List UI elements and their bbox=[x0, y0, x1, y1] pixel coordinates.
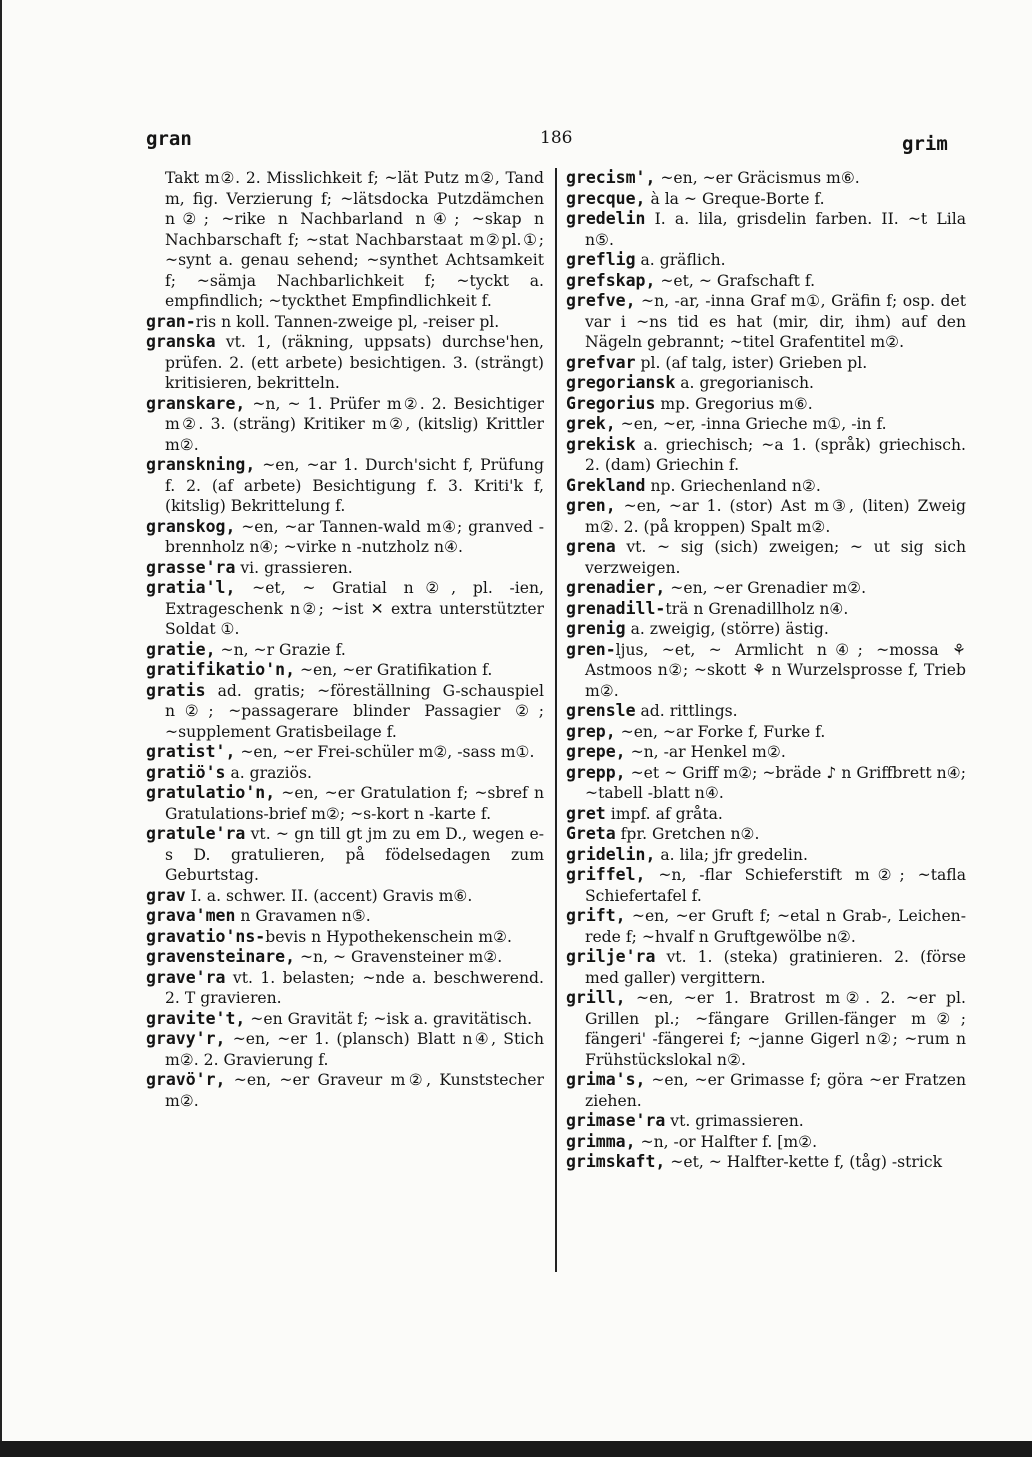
dictionary-entry bbox=[146, 332, 544, 394]
dictionary-entry bbox=[566, 414, 966, 435]
dictionary-entry bbox=[146, 906, 544, 927]
headword: grimase'ra bbox=[566, 1111, 666, 1130]
headword: gravatio'ns- bbox=[146, 926, 266, 946]
headword: grimma, bbox=[566, 1131, 636, 1151]
headword: gratule'ra bbox=[146, 824, 246, 843]
entry-text: ~en, ~er Graveur m②, Kunststecher m②. bbox=[165, 1071, 544, 1110]
entry-text: ~n, ~ 1. Prüfer m②. 2. Besichtiger m②. 3. (sträng) Kritiker m②, (kitslig) Krittler m②. bbox=[165, 394, 544, 454]
dictionary-entry bbox=[146, 394, 544, 456]
entry-text: ~et ~ Griff m②; ~bräde ♪ n Griffbrett n④; ~tabell -blatt n④. bbox=[585, 763, 966, 802]
entry-text: ~n, -or Halfter f. [m②. bbox=[635, 1132, 818, 1151]
right-column bbox=[566, 168, 966, 1173]
entry-text: ris n koll. Tannen-zweige pl, -reiser pl. bbox=[195, 312, 500, 331]
headword: grima's, bbox=[566, 1070, 646, 1089]
dictionary-entry bbox=[146, 681, 544, 743]
page-number: 186 bbox=[540, 128, 573, 148]
entry-text: ~en, ~er Grenadier m②. bbox=[665, 579, 867, 597]
headword: grilje'ra bbox=[566, 947, 656, 966]
dictionary-entry bbox=[146, 947, 544, 968]
guide-word-right: grim bbox=[902, 133, 948, 155]
dictionary-entry bbox=[566, 742, 966, 763]
entry-text: ~en, ~er 1. Bratrost m②. 2. ~er pl. Grillen pl.; ~fängare Grillen-fänger m②; fängeri' -fängerei f; ~janne Gigerl n②; ~rum n Frühstückslokal n②. bbox=[585, 989, 966, 1069]
dictionary-entry bbox=[566, 476, 966, 497]
entry-text: a. zweigig, (större) ästig. bbox=[625, 620, 829, 638]
entry-text: a. griechisch; ~a 1. (språk) griechisch. 2. (dam) Griechin f. bbox=[585, 435, 966, 474]
dictionary-entry bbox=[566, 168, 966, 189]
entry-text: vt. 1, (räkning, uppsats) durchse'hen, prüfen. 2. (ett arbete) besichtigen. 3. (strängt) kritisieren, bekritteln. bbox=[165, 333, 544, 392]
headword: grenadill- bbox=[566, 598, 666, 618]
entry-text: ad. rittlings. bbox=[635, 702, 738, 720]
dictionary-entry bbox=[566, 1132, 966, 1153]
dictionary-entry bbox=[146, 783, 544, 824]
dictionary-entry bbox=[566, 537, 966, 578]
entry-text: ~et, ~ Grafschaft f. bbox=[655, 271, 816, 290]
entry-text: ~en, ~ar Forke f, Furke f. bbox=[615, 722, 826, 741]
headword: greflig bbox=[566, 250, 636, 269]
dictionary-entry bbox=[566, 496, 966, 537]
dictionary-entry bbox=[566, 763, 966, 804]
entry-text: ~en, ~er Grimasse f; göra ~er Fratzen ziehen. bbox=[585, 1071, 966, 1110]
headword: gregoriansk bbox=[566, 373, 676, 392]
headword: granska bbox=[146, 332, 216, 351]
headword: Grekland bbox=[566, 475, 646, 495]
headword: gret bbox=[566, 803, 606, 823]
entry-text: ~en, ~er 1. (plansch) Blatt n④, Stich m②. 2. Gravierung f. bbox=[165, 1030, 544, 1069]
entry-text: n Gravamen n⑤. bbox=[235, 907, 371, 925]
dictionary-entry bbox=[566, 845, 966, 866]
headword: gravö'r, bbox=[146, 1070, 226, 1089]
headword: grefskap, bbox=[566, 270, 656, 290]
headword: grena bbox=[566, 537, 616, 556]
headword: gravite't, bbox=[146, 1008, 246, 1028]
entry-text: ~en, ~er Gratulation f; ~sbref n Gratulations-brief m②; ~s-kort n -karte f. bbox=[165, 784, 544, 823]
dictionary-entry bbox=[146, 1029, 544, 1070]
entry-text: I. a. schwer. II. (accent) Gravis m⑥. bbox=[185, 886, 473, 905]
entry-text: mp. Gregorius m⑥. bbox=[655, 394, 813, 413]
headword: gren, bbox=[566, 496, 616, 515]
headword: gratulatio'n, bbox=[146, 783, 276, 802]
entry-text: I. a. lila, grisdelin farben. II. ~t Lila n⑤. bbox=[585, 210, 966, 249]
dictionary-entry bbox=[146, 742, 544, 763]
headword: grave'ra bbox=[146, 967, 226, 987]
dictionary-entry bbox=[146, 1070, 544, 1111]
dictionary-entry bbox=[566, 353, 966, 374]
headword: grecque, bbox=[566, 188, 646, 208]
dictionary-entry bbox=[146, 312, 544, 333]
entry-text: à la ~ Greque-Borte f. bbox=[645, 189, 825, 208]
dictionary-entry bbox=[566, 988, 966, 1070]
headword: grill, bbox=[566, 988, 626, 1007]
headword: granskning, bbox=[146, 455, 256, 474]
guide-word-left: gran bbox=[146, 128, 192, 150]
entry-text: a. gräflich. bbox=[635, 251, 726, 269]
dictionary-entry bbox=[146, 517, 544, 558]
entry-text: ~en, ~ar 1. (stor) Ast m③, (liten) Zweig m②. 2. (på kroppen) Spalt m②. bbox=[585, 497, 966, 536]
entry-text: ~en, ~er Frei-schüler m②, -sass m①. bbox=[235, 743, 535, 761]
dictionary-entry bbox=[566, 189, 966, 210]
headword: grekisk bbox=[566, 434, 636, 454]
entry-text: ~en Gravität f; ~isk a. gravitätisch. bbox=[245, 1009, 533, 1028]
entry-text: ~en, ~er, -inna Grieche m①, -in f. bbox=[615, 415, 887, 433]
dictionary-entry bbox=[146, 168, 544, 312]
entry-text: a. gregorianisch. bbox=[675, 374, 814, 392]
scan-left-edge bbox=[0, 0, 2, 1457]
entry-text: vt. ~ gn till gt jm zu em D., wegen e-s D. gratulieren, på födelsedagen zum Geburtstag. bbox=[165, 825, 544, 884]
headword: gravy'r, bbox=[146, 1029, 226, 1048]
dictionary-entry bbox=[566, 394, 966, 415]
headword: grecism', bbox=[566, 168, 656, 187]
entry-text: ~en, ~ar Tannen-wald m④; granved -brennholz n④; ~virke n -nutzholz n④. bbox=[165, 517, 544, 556]
entry-text: pl. (af talg, ister) Grieben pl. bbox=[635, 353, 868, 372]
entry-text: vt. ~ sig (sich) zweigen; ~ ut sig sich verzweigen. bbox=[585, 538, 966, 577]
dictionary-entry bbox=[566, 824, 966, 845]
entry-text: ~n, -ar, -inna Graf m①, Gräfin f; osp. det var i ~ns tid es hat (mir, dir, ihm) auf den Nägeln gebrannt; ~titel Grafentitel m②. bbox=[585, 292, 966, 351]
entry-text: ~n, -flar Schieferstift m②; ~tafla Schiefertafel f. bbox=[585, 866, 966, 905]
headword: gratiö's bbox=[146, 762, 226, 782]
dictionary-entry bbox=[146, 1009, 544, 1030]
entry-text: ljus, ~et, ~ Armlicht n④; ~mossa ⚘ Astmoos n②; ~skott ⚘ n Wurzelsprosse f, Trieb m②. bbox=[585, 640, 966, 700]
dictionary-entry bbox=[566, 722, 966, 743]
headword: grimskaft, bbox=[566, 1152, 666, 1171]
entry-text: ~et, ~ Halfter-kette f, (tåg) -strick bbox=[665, 1153, 943, 1171]
entry-text: a. lila; jfr gredelin. bbox=[655, 845, 808, 864]
dictionary-entry bbox=[566, 701, 966, 722]
headword: grek, bbox=[566, 414, 616, 433]
dictionary-entry bbox=[146, 455, 544, 517]
headword: Greta bbox=[566, 824, 616, 843]
headword: griffel, bbox=[566, 865, 646, 884]
headword: gratist', bbox=[146, 742, 236, 761]
headword: grepp, bbox=[566, 762, 626, 782]
scan-bottom-edge bbox=[0, 1441, 1032, 1457]
headword: grasse'ra bbox=[146, 557, 236, 577]
dictionary-entry bbox=[566, 291, 966, 353]
headword: gratifikatio'n, bbox=[146, 660, 296, 679]
dictionary-entry bbox=[566, 640, 966, 702]
entry-text: vt. 1. belasten; ~nde a. beschwerend. 2. T gravieren. bbox=[165, 968, 544, 1007]
headword: gridelin, bbox=[566, 844, 656, 864]
dictionary-entry bbox=[146, 558, 544, 579]
entry-text: ~en, ~er Gruft f; ~etal n Grab-, Leichen-rede f; ~hvalf n Gruftgewölbe n②. bbox=[585, 907, 966, 946]
headword: grav bbox=[146, 885, 186, 905]
dictionary-entry bbox=[566, 435, 966, 476]
dictionary-entry bbox=[146, 763, 544, 784]
dictionary-entry bbox=[566, 1111, 966, 1132]
headword: grep, bbox=[566, 721, 616, 741]
headword: gratie, bbox=[146, 639, 216, 659]
entry-text: np. Griechenland n②. bbox=[645, 476, 821, 495]
headword: granskog, bbox=[146, 516, 236, 536]
entry-text: a. graziös. bbox=[225, 763, 312, 782]
dictionary-entry bbox=[146, 640, 544, 661]
headword: gratia'l, bbox=[146, 578, 236, 597]
dictionary-entry bbox=[146, 578, 544, 640]
dictionary-entry bbox=[146, 660, 544, 681]
dictionary-entry bbox=[566, 619, 966, 640]
dictionary-entry bbox=[566, 373, 966, 394]
headword: grefve, bbox=[566, 291, 636, 310]
entry-text: ~n, ~ Gravensteiner m②. bbox=[295, 948, 503, 966]
column-divider bbox=[555, 168, 557, 1272]
dictionary-entry bbox=[146, 824, 544, 886]
headword: grepe, bbox=[566, 742, 626, 761]
entry-text: Takt m②. 2. Misslichkeit f; ~lät Putz m②, Tand m, fig. Verzierung f; ~lätsdocka Putzdämchen n②; ~rike n Nachbarland n④; ~skap n Nachbarschaft f; ~stat Nachbarstaat m②pl.①; ~synt a. genau sehend; ~synthet Achtsamkeit f; ~sämja Nachbarlichkeit f; ~tyckt a. empfindlich; ~tyckthet Empfindlichkeit f. bbox=[165, 169, 544, 310]
dictionary-entry bbox=[566, 209, 966, 250]
headword: grensle bbox=[566, 701, 636, 720]
headword: grenadier, bbox=[566, 578, 666, 597]
headword: gratis bbox=[146, 680, 206, 700]
entry-text: ~n, -ar Henkel m②. bbox=[625, 743, 786, 761]
left-column bbox=[146, 168, 544, 1111]
headword: gravensteinare, bbox=[146, 947, 296, 966]
dictionary-entry bbox=[566, 1070, 966, 1111]
dictionary-entry bbox=[566, 865, 966, 906]
dictionary-entry bbox=[566, 271, 966, 292]
entry-text: fpr. Gretchen n②. bbox=[615, 825, 760, 843]
entry-text: ad. gratis; ~föreställning G-schauspiel n②; ~passagerare blinder Passagier ②; ~supplement Gratisbeilage f. bbox=[165, 681, 544, 741]
entry-text: vt. grimassieren. bbox=[665, 1112, 804, 1130]
dictionary-entry bbox=[566, 578, 966, 599]
headword: grift, bbox=[566, 906, 626, 925]
dictionary-entry bbox=[566, 804, 966, 825]
headword: granskare, bbox=[146, 393, 246, 413]
entry-text: ~en, ~ar 1. Durch'sicht f, Prüfung f. 2. (af arbete) Besichtigung f. 3. Kriti'k f, (kitslig) Bekrittelung f. bbox=[165, 456, 544, 515]
entry-text: impf. af gråta. bbox=[605, 804, 723, 823]
headword: grenig bbox=[566, 619, 626, 638]
entry-text: ~en, ~er Gräcismus m⑥. bbox=[655, 169, 860, 187]
entry-text: trä n Grenadillholz n④. bbox=[665, 599, 849, 618]
dictionary-entry bbox=[146, 886, 544, 907]
dictionary-entry bbox=[566, 599, 966, 620]
headword: Gregorius bbox=[566, 393, 656, 413]
entry-text: ~et, ~ Gratial n②, pl. -ien, Extrageschenk n②; ~ist ✕ extra unterstützter Soldat ①. bbox=[165, 579, 544, 638]
headword: gren- bbox=[566, 639, 616, 659]
headword: grava'men bbox=[146, 906, 236, 925]
entry-text: vt. 1. (steka) gratinieren. 2. (förse med galler) vergittern. bbox=[585, 948, 966, 987]
entry-text: ~en, ~er Gratifikation f. bbox=[295, 661, 493, 679]
dictionary-entry bbox=[146, 927, 544, 948]
entry-text: ~n, ~r Grazie f. bbox=[215, 640, 346, 659]
headword: gredelin bbox=[566, 209, 646, 228]
entry-text: vi. grassieren. bbox=[235, 558, 353, 577]
dictionary-entry bbox=[566, 1152, 966, 1173]
dictionary-entry bbox=[146, 968, 544, 1009]
headword: gran- bbox=[146, 311, 196, 331]
headword: grefvar bbox=[566, 352, 636, 372]
dictionary-entry bbox=[566, 906, 966, 947]
dictionary-entry bbox=[566, 250, 966, 271]
entry-text: bevis n Hypothekenschein m②. bbox=[265, 927, 512, 946]
dictionary-entry bbox=[566, 947, 966, 988]
